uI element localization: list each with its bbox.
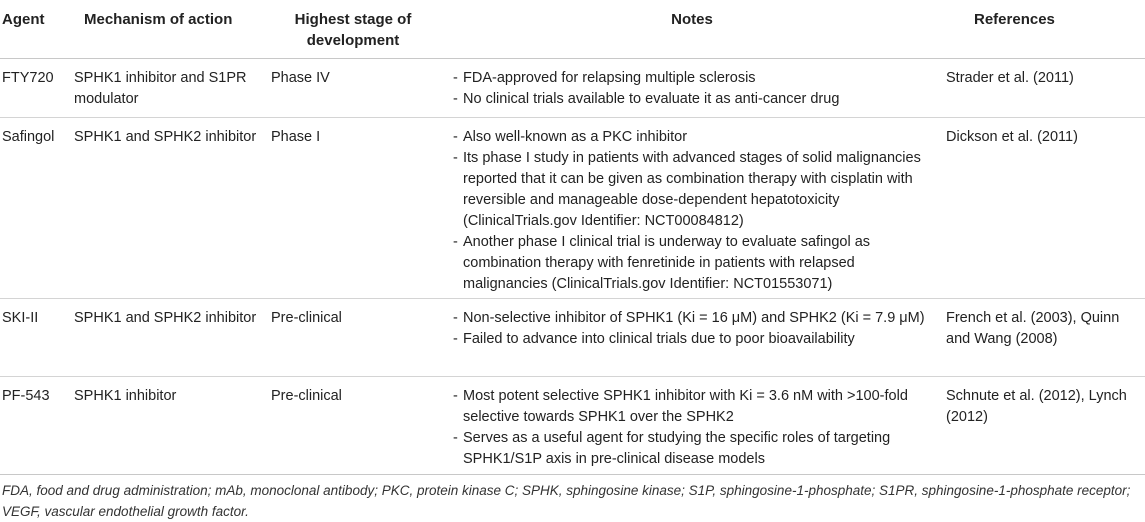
stage-cell: Pre-clinical bbox=[271, 388, 342, 404]
references-cell: French et al. (2003), Quinn and Wang (2008) bbox=[946, 310, 1120, 347]
table-row bbox=[0, 118, 1145, 299]
header-stage: Highest stage of development bbox=[294, 11, 412, 49]
table-row bbox=[0, 377, 1145, 475]
mechanism-cell: SPHK1 and SPHK2 inhibitor bbox=[74, 129, 257, 145]
note-item: - Non-selective inhibitor of SPHK1 (Ki = 16 μM) and SPHK2 (Ki = 7.9 μM) bbox=[453, 308, 931, 329]
note-item: - Also well-known as a PKC inhibitor bbox=[453, 127, 931, 148]
note-item: - No clinical trials available to evaluate it as anti-cancer drug bbox=[453, 89, 931, 110]
header-references: References bbox=[974, 11, 1055, 28]
notes-list bbox=[453, 127, 931, 295]
stage-cell: Phase I bbox=[271, 129, 321, 145]
note-item: - Failed to advance into clinical trials due to poor bioavailability bbox=[453, 329, 931, 350]
references-cell: Dickson et al. (2011) bbox=[946, 129, 1078, 145]
mechanism-cell: SPHK1 inhibitor bbox=[74, 388, 177, 404]
note-item: - FDA-approved for relapsing multiple sclerosis bbox=[453, 68, 931, 89]
agent-cell: Safingol bbox=[2, 129, 55, 145]
agent-cell: SKI-II bbox=[2, 310, 39, 326]
header-agent: Agent bbox=[2, 11, 45, 28]
stage-cell: Phase IV bbox=[271, 70, 330, 86]
table-header bbox=[0, 0, 1145, 59]
notes-list bbox=[453, 308, 931, 350]
note-item: - Most potent selective SPHK1 inhibitor with Ki = 3.6 nM with >100-fold selective towards SPHK1 over the SPHK2 bbox=[453, 386, 931, 428]
references-cell: Schnute et al. (2012), Lynch (2012) bbox=[946, 388, 1127, 425]
note-item: - Another phase I clinical trial is underway to evaluate safingol as combination therapy with fenretinide in patients with relapsed malignancies (ClinicalTrials.gov Identifier: NCT01553071) bbox=[453, 232, 931, 295]
note-item: - Its phase I study in patients with advanced stages of solid malignancies reported that it can be given as combination therapy with cisplatin with reversible and manageable dose-dependent hepatotoxicity (ClinicalTrials.gov Identifier: NCT00084812) bbox=[453, 148, 931, 232]
agent-cell: FTY720 bbox=[2, 70, 54, 86]
header-mechanism: Mechanism of action bbox=[84, 11, 233, 28]
table-footnote: FDA, food and drug administration; mAb, monoclonal antibody; PKC, protein kinase C; SPHK, sphingosine kinase; S1P, sphingosine-1-phosphate; S1PR, sphingosine-1-phosphate receptor; VEGF, vascular endothelial growth factor. bbox=[2, 483, 1131, 519]
table-row bbox=[0, 299, 1145, 377]
header-notes: Notes bbox=[671, 11, 713, 28]
references-cell: Strader et al. (2011) bbox=[946, 70, 1074, 86]
notes-list bbox=[453, 386, 931, 470]
note-item: - Serves as a useful agent for studying the specific roles of targeting SPHK1/S1P axis in pre-clinical disease models bbox=[453, 428, 931, 470]
mechanism-cell: SPHK1 and SPHK2 inhibitor bbox=[74, 310, 257, 326]
mechanism-cell: SPHK1 inhibitor and S1PR modulator bbox=[74, 70, 247, 107]
agent-cell: PF-543 bbox=[2, 388, 50, 404]
table-row bbox=[0, 59, 1145, 118]
notes-list bbox=[453, 68, 931, 110]
stage-cell: Pre-clinical bbox=[271, 310, 342, 326]
